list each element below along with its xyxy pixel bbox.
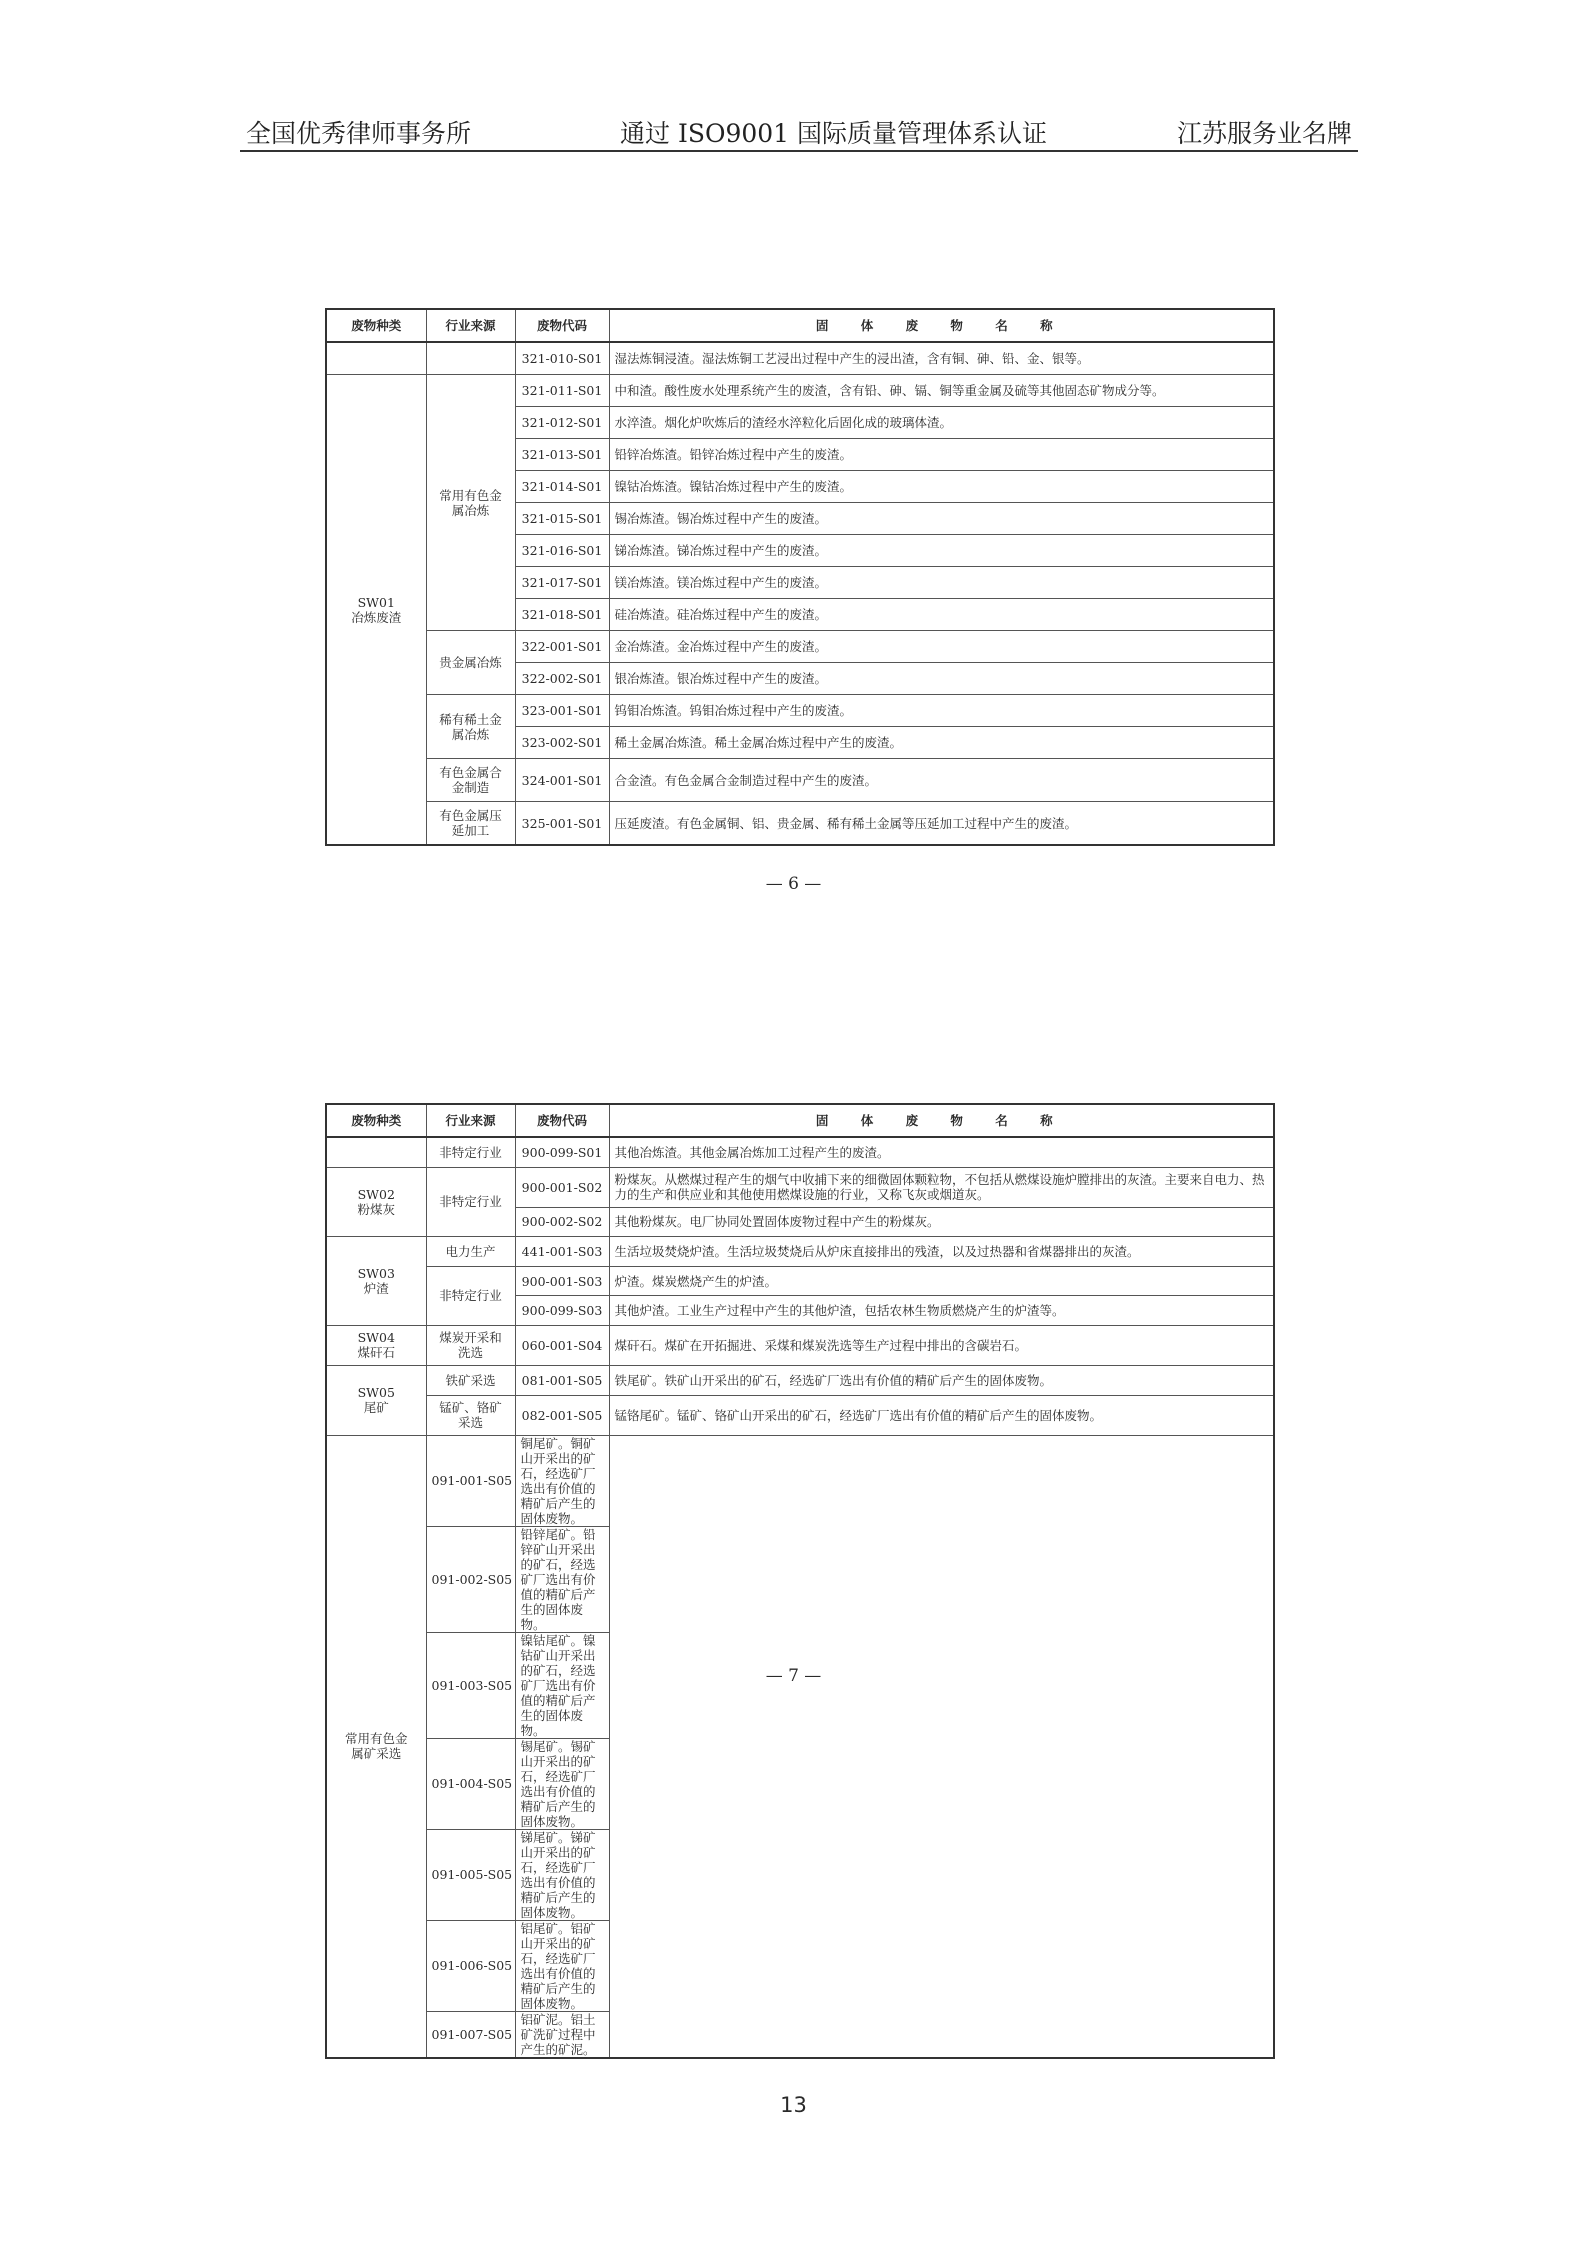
header-firm-title: 全国优秀律师事务所 [246, 119, 472, 148]
waste-code: 091-003-S05 [426, 1632, 515, 1738]
waste-code: 321-018-S01 [515, 599, 609, 631]
table-row [326, 759, 1274, 802]
waste-code: 091-001-S05 [426, 1435, 515, 1526]
waste-code: 900-002-S02 [515, 1207, 609, 1237]
table-row [326, 1137, 1274, 1167]
waste-description: 锑尾矿。锑矿山开采出的矿石，经选矿厂选出有价值的精矿后产生的固体废物。 [515, 1829, 609, 1920]
waste-table-page7 [325, 1103, 1275, 2059]
waste-code: 081-001-S05 [515, 1365, 609, 1395]
waste-description: 其他炉渣。工业生产过程中产生的其他炉渣，包括农林生物质燃烧产生的炉渣等。 [609, 1296, 1274, 1326]
waste-code: 321-010-S01 [515, 342, 609, 375]
industry-source: 电力生产 [426, 1237, 515, 1267]
waste-code: 900-001-S02 [515, 1167, 609, 1207]
header-waste-type: 废物种类 [326, 1104, 426, 1137]
table-row [326, 1167, 1274, 1207]
waste-description: 锰铬尾矿。锰矿、铬矿山开采出的矿石，经选矿厂选出有价值的精矿后产生的固体废物。 [609, 1395, 1274, 1435]
waste-code: 441-001-S03 [515, 1237, 609, 1267]
table-header-row [326, 309, 1274, 342]
table-row [326, 802, 1274, 846]
waste-description: 铁尾矿。铁矿山开采出的矿石，经选矿厂选出有价值的精矿后产生的固体废物。 [609, 1365, 1274, 1395]
waste-description: 铝尾矿。铝矿山开采出的矿石，经选矿厂选出有价值的精矿后产生的固体废物。 [515, 1920, 609, 2011]
table-row [326, 1395, 1274, 1435]
waste-description: 炉渣。煤炭燃烧产生的炉渣。 [609, 1266, 1274, 1296]
table-row [326, 1738, 1274, 1829]
waste-description: 粉煤灰。从燃煤过程产生的烟气中收捕下来的细微固体颗粒物，不包括从燃煤设施炉膛排出的灰渣。主要来自电力、热力的生产和供应业和其他使用燃煤设施的行业，又称飞灰或烟道灰。 [609, 1167, 1274, 1207]
table-row [326, 631, 1274, 663]
waste-category: SW04 煤矸石 [326, 1325, 426, 1365]
waste-code: 900-099-S03 [515, 1296, 609, 1326]
table-row [326, 1920, 1274, 2011]
waste-code: 091-002-S05 [426, 1526, 515, 1632]
waste-code: 323-002-S01 [515, 727, 609, 759]
industry-source: 常用有色金 属矿采选 [326, 1435, 426, 2058]
waste-code: 900-099-S01 [515, 1137, 609, 1167]
waste-code: 321-012-S01 [515, 407, 609, 439]
industry-source: 非特定行业 [426, 1167, 515, 1237]
table-row [326, 342, 1274, 375]
table-row [326, 1325, 1274, 1365]
industry-source: 常用有色金 属冶炼 [426, 375, 515, 631]
waste-code: 321-017-S01 [515, 567, 609, 599]
waste-code: 060-001-S04 [515, 1325, 609, 1365]
waste-description: 银冶炼渣。银冶炼过程中产生的废渣。 [609, 663, 1274, 695]
inner-page-number: — 6 — [765, 874, 822, 894]
table-header-row [326, 1104, 1274, 1137]
waste-description: 其他冶炼渣。其他金属冶炼加工过程产生的废渣。 [609, 1137, 1274, 1167]
header-industry-source: 行业来源 [426, 309, 515, 342]
waste-category: SW02 粉煤灰 [326, 1167, 426, 1237]
waste-description: 铝矿泥。铝土矿洗矿过程中产生的矿泥。 [515, 2011, 609, 2058]
industry-source: 非特定行业 [426, 1266, 515, 1325]
waste-description: 煤矸石。煤矿在开拓掘进、采煤和煤炭洗选等生产过程中排出的含碳岩石。 [609, 1325, 1274, 1365]
page-header [240, 112, 1358, 152]
waste-code: 321-015-S01 [515, 503, 609, 535]
industry-source: 有色金属合 金制造 [426, 759, 515, 802]
waste-description: 生活垃圾焚烧炉渣。生活垃圾焚烧后从炉床直接排出的残渣，以及过热器和省煤器排出的灰渣。 [609, 1237, 1274, 1267]
waste-description: 锡冶炼渣。锡冶炼过程中产生的废渣。 [609, 503, 1274, 535]
industry-source: 贵金属冶炼 [426, 631, 515, 695]
waste-description: 铜尾矿。铜矿山开采出的矿石，经选矿厂选出有价值的精矿后产生的固体废物。 [515, 1435, 609, 1526]
waste-description: 金冶炼渣。金冶炼过程中产生的废渣。 [609, 631, 1274, 663]
waste-code: 091-006-S05 [426, 1920, 515, 2011]
header-waste-code: 废物代码 [515, 309, 609, 342]
header-waste-code: 废物代码 [515, 1104, 609, 1137]
waste-code: 324-001-S01 [515, 759, 609, 802]
waste-code: 082-001-S05 [515, 1395, 609, 1435]
waste-category: SW03 炉渣 [326, 1237, 426, 1326]
header-certification: 通过 ISO9001 国际质量管理体系认证 [620, 119, 1048, 148]
header-industry-source: 行业来源 [426, 1104, 515, 1137]
waste-code: 325-001-S01 [515, 802, 609, 846]
waste-description: 其他粉煤灰。电厂协同处置固体废物过程中产生的粉煤灰。 [609, 1207, 1274, 1237]
industry-source: 非特定行业 [426, 1137, 515, 1167]
waste-description: 湿法炼铜浸渣。湿法炼铜工艺浸出过程中产生的浸出渣，含有铜、砷、铅、金、银等。 [609, 342, 1274, 375]
waste-code: 321-014-S01 [515, 471, 609, 503]
waste-table-page6 [325, 308, 1275, 846]
inner-page-number: — 7 — [765, 1666, 822, 1686]
waste-code: 321-016-S01 [515, 535, 609, 567]
header-waste-type: 废物种类 [326, 309, 426, 342]
waste-category: SW01 冶炼废渣 [326, 375, 426, 846]
industry-source: 煤炭开采和 洗选 [426, 1325, 515, 1365]
waste-description: 稀土金属冶炼渣。稀土金属冶炼过程中产生的废渣。 [609, 727, 1274, 759]
waste-description: 压延废渣。有色金属铜、铝、贵金属、稀有稀土金属等压延加工过程中产生的废渣。 [609, 802, 1274, 846]
waste-description: 镍钴冶炼渣。镍钴冶炼过程中产生的废渣。 [609, 471, 1274, 503]
waste-description: 中和渣。酸性废水处理系统产生的废渣，含有铅、砷、镉、铜等重金属及硫等其他固态矿物成分等。 [609, 375, 1274, 407]
industry-source: 有色金属压 延加工 [426, 802, 515, 846]
waste-code: 900-001-S03 [515, 1266, 609, 1296]
waste-description: 硅冶炼渣。硅冶炼过程中产生的废渣。 [609, 599, 1274, 631]
header-brand: 江苏服务业名牌 [1176, 119, 1352, 148]
waste-description: 锑冶炼渣。锑冶炼过程中产生的废渣。 [609, 535, 1274, 567]
waste-code: 322-002-S01 [515, 663, 609, 695]
header-waste-name: 固 体 废 物 名 称 [609, 309, 1274, 342]
waste-code: 323-001-S01 [515, 695, 609, 727]
waste-description: 铅锌尾矿。铅锌矿山开采出的矿石，经选矿厂选出有价值的精矿后产生的固体废物。 [515, 1526, 609, 1632]
waste-description: 镍钴尾矿。镍钴矿山开采出的矿石，经选矿厂选出有价值的精矿后产生的固体废物。 [515, 1632, 609, 1738]
footer-page-number: 13 [780, 2093, 807, 2117]
table-row [326, 1365, 1274, 1395]
waste-code: 321-013-S01 [515, 439, 609, 471]
waste-code: 322-001-S01 [515, 631, 609, 663]
table-row [326, 1266, 1274, 1296]
table-row [326, 1435, 1274, 1526]
header-waste-name: 固 体 废 物 名 称 [609, 1104, 1274, 1137]
waste-code: 091-005-S05 [426, 1829, 515, 1920]
waste-code: 091-004-S05 [426, 1738, 515, 1829]
waste-category: SW05 尾矿 [326, 1365, 426, 1435]
table-row [326, 1829, 1274, 1920]
waste-description: 钨钼冶炼渣。钨钼冶炼过程中产生的废渣。 [609, 695, 1274, 727]
table-row [326, 695, 1274, 727]
waste-description: 铅锌冶炼渣。铅锌冶炼过程中产生的废渣。 [609, 439, 1274, 471]
industry-source: 铁矿采选 [426, 1365, 515, 1395]
table-row [326, 1237, 1274, 1267]
industry-source: 锰矿、铬矿 采选 [426, 1395, 515, 1435]
table-row [326, 1526, 1274, 1632]
waste-description: 合金渣。有色金属合金制造过程中产生的废渣。 [609, 759, 1274, 802]
industry-source: 稀有稀土金 属冶炼 [426, 695, 515, 759]
table-row [326, 375, 1274, 407]
waste-description: 水淬渣。烟化炉吹炼后的渣经水淬粒化后固化成的玻璃体渣。 [609, 407, 1274, 439]
waste-description: 镁冶炼渣。镁冶炼过程中产生的废渣。 [609, 567, 1274, 599]
table-row [326, 2011, 1274, 2058]
waste-code: 091-007-S05 [426, 2011, 515, 2058]
waste-code: 321-011-S01 [515, 375, 609, 407]
waste-description: 锡尾矿。锡矿山开采出的矿石，经选矿厂选出有价值的精矿后产生的固体废物。 [515, 1738, 609, 1829]
